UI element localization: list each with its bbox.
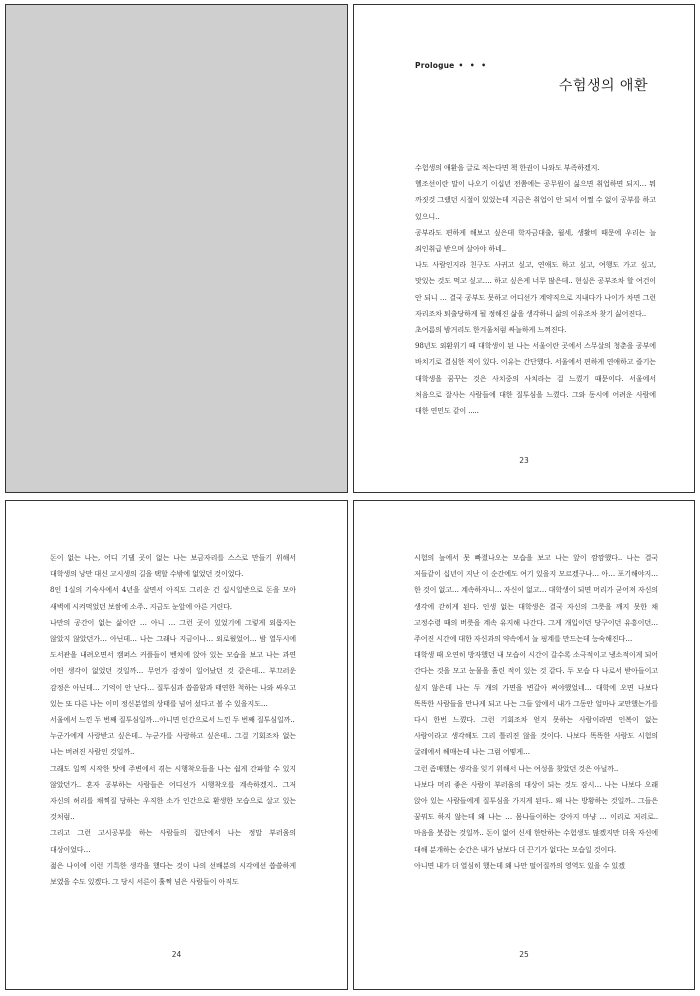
page-body bbox=[50, 550, 296, 890]
section-dots: • • • bbox=[458, 61, 489, 70]
paragraph: 그런 좀매했는 생각을 잊기 위해서 나는 여성을 찾았던 것은 아닐까.. bbox=[414, 763, 619, 773]
paragraph: 누군가에게 사랑받고 싶은데.. 누군가를 사랑하고 싶은데.. 그걸 기회조차 없는 나는 버려진 사람인 것일까.. bbox=[50, 731, 296, 757]
paragraph: 그리고 그런 고시공부를 하는 사람들의 집단에서 나는 정말 부러움의 대상이었다… bbox=[50, 828, 296, 854]
paragraph: 수험생의 애환을 글로 적는다면 책 한권이 나와도 부족하겠지. bbox=[415, 163, 600, 172]
paragraph: 시험의 늪에서 못 빠졌나오는 모습을 보고 나는 앞이 깜깜했다.. 나는 결국 저들같이 십년이 지난 이 순간에도 여기 있을지 모르겠구나… 아… 포기해야지… 한 것이 없고… 계속하자니… 자신이 없고… 대학생이 되면 머리가 굳어져 자신의 생각에 갇히게 된다. 인생 없는 대학생은 결국 자신의 그릇을 깨지 못한 채 고정수령 때의 버릇을 계속 유지해 나간다. 그게 개입이던 당구이던 유흥이던… 주어진 시간에 대한 자신과의 약속에서 늘 핑계를 만드는데 능숙해진다… bbox=[414, 553, 658, 644]
page-number: 24 bbox=[171, 950, 182, 959]
blank-left-page bbox=[5, 4, 348, 493]
paragraph: 8인 1실의 기숙사에서 4년을 살면서 아직도 그리운 건 십시일반으로 돈을 모아 새벽에 시켜먹었던 보쌈에 소주.. 지금도 눈앞에 아른 거린다. bbox=[50, 585, 296, 611]
paragraph: 젊은 나이에 이런 기특한 생각을 했다는 것이 나의 선배분의 시각에선 씁쓸하게 보였을 수도 있겠다. 그 당시 서른이 훌쩍 넘은 사람들이 아직도 bbox=[50, 860, 296, 887]
paragraph: 대학생 때 오연히 방자했던 내 모습이 시간이 갈수록 소극적이고 냉소적이게 되어 간다는 것을 모고 눈물을 흘린 적이 있는 것 같다. 두 모습 다 나로서 받아들이고 싶지 않은데 나는 두 개의 가면을 변갈아 써야했었네… 대학에 오면 나보다 똑똑한 사람들을 만나게 되고 나는 그들 앞에서 내가 그동안 얼마나 교만했는가를 다시 한번 느꼈다. 그런 기회조차 얻지 못하는 사람이라면 인복이 없는 사람이라고 생각해도 그리 틀리진 않을 것이다. 나보다 똑똑한 사람도 시험의 굴레에서 헤매는데 나는 그럼 어떻게… bbox=[414, 650, 658, 757]
paragraph: 공부라도 편하게 해보고 싶은데 학자금대출, 월세, 생활비 때문에 우리는 늘 죄인취급 받으며 살아야 하네.. bbox=[415, 227, 656, 254]
paragraph: 그래도 일찍 시작한 탓에 주변에서 겪는 시행착오들을 나는 쉽게 간파할 수 있지 않았던가.. 혼자 공부하는 사람들은 어디선가 시행착오를 계속하겠지.. 그저 자신의 허리를 채찍질 당하는 우직한 소가 인간으로 환생한 모습으로 살고 있는 것처럼.. bbox=[50, 763, 296, 822]
paragraph: 나만의 공간이 없는 삶이란 … 아니 … 그런 곳이 있었기에 그렇게 외롭지는 않았지 않았던가… 아닌데… 나는 그래나 지금이나… 외로웠었어… 밤 열두시에 도서관을 내려오면서 캠퍼스 커플들이 벤치에 앉아 있는 모습을 보고 나는 과연 어떤 생각이 없었던 것일까… 무언가 감정이 일어났던 것 같은데… 부끄러운 감정은 아닌데… 기억이 안 난다… 질투심과 씁쓸함과 태연한 척하는 나와 싸우고 있는 또 다른 나는 이미 정신분열의 상태를 넘어 섰다고 볼 수 있을지도… bbox=[50, 617, 296, 708]
page-number: 23 bbox=[519, 456, 529, 465]
paragraph: 초여름의 밤거리도 한겨울처럼 싸늘하게 느껴진다. bbox=[415, 325, 567, 335]
page-25 bbox=[353, 500, 695, 990]
page-body bbox=[414, 550, 658, 874]
page-23 bbox=[353, 4, 695, 493]
paragraph: 나보다 머리 좋은 사람이 부러움의 대상이 되는 것도 잠시… 나는 나보다 오래 앉아 있는 사람들에게 질투심을 가지게 된다.. 왜 나는 방황하는 것일까.. 그들은 꿈꿔도 하지 않는데 왜 나는 … 몸나들이하는 강아지 마냥 … 이리로 저리로.. 마음을 붓잡는 것일까.. 돈이 없어 신세 한탄하는 수험생도 많겠지만 더욱 자신에 대해 분개하는 순간은 내가 남보다 더 끈기가 없다는 모습일 것이다. bbox=[414, 779, 658, 854]
page-24 bbox=[5, 500, 348, 990]
page-body bbox=[415, 160, 656, 419]
paragraph: 나도 사람인지라 친구도 사귀고 싶고, 연애도 하고 싶고, 여행도 가고 싶고, 맛있는 것도 먹고 싶고…. 하고 싶은게 너무 많은데.. 현실은 공부조차 할 여건이 안 되니 … 결국 공부도 못하고 어디선가 계약직으로 지내다가 나이가 차면 그런 자리조차 퇴출당하게 될 정해진 삶을 생각하니 삶의 이유조차 찾기 싫어진다.. bbox=[415, 260, 656, 318]
paragraph: 헬조선이란 말이 나오기 이십년 전쯤에는 공무원이 싫으면 취업하면 되지… 뭐 까짓것 그랬던 시절이 있었는데 지금은 취업이 안 되서 어쩔 수 없이 공부를 하고 있으니.. bbox=[415, 179, 656, 221]
chapter-title: 수험생의 애환 bbox=[558, 78, 648, 94]
section-label: Prologue • • • bbox=[415, 61, 489, 70]
paragraph: 98년도 외환위기 때 대학생이 된 나는 서울이란 곳에서 스무살의 청춘을 공부에 바치기로 결심한 적이 있다. 이유는 간단했다. 서울에서 편하게 연애하고 즐기는 대학생을 꿈꾸는 것은 사치중의 사치라는 걸 느꼈기 때문이다. 서울에서 처음으로 잘사는 사람들에 대한 질투심을 느꼈다. 그와 동시에 어려운 사람에 대한 연민도 같이 ..... bbox=[415, 341, 656, 416]
paragraph: 서울에서 느낀 두 번째 질투심일까…아니면 인간으로서 느낀 두 번째 질투심일까.. bbox=[50, 715, 295, 725]
paragraph: 아니면 내가 더 열심히 했는데 왜 나만 떨어질까의 영역도 있을 수 있겠 bbox=[414, 860, 625, 870]
page-number: 25 bbox=[519, 950, 529, 959]
paragraph: 돈이 없는 나는, 어디 기댈 곳이 없는 나는 보금자리를 스스로 만들기 위해서 대학생의 낭만 대신 고시생의 길을 택할 수밖에 없었던 것이었다. bbox=[50, 553, 296, 579]
